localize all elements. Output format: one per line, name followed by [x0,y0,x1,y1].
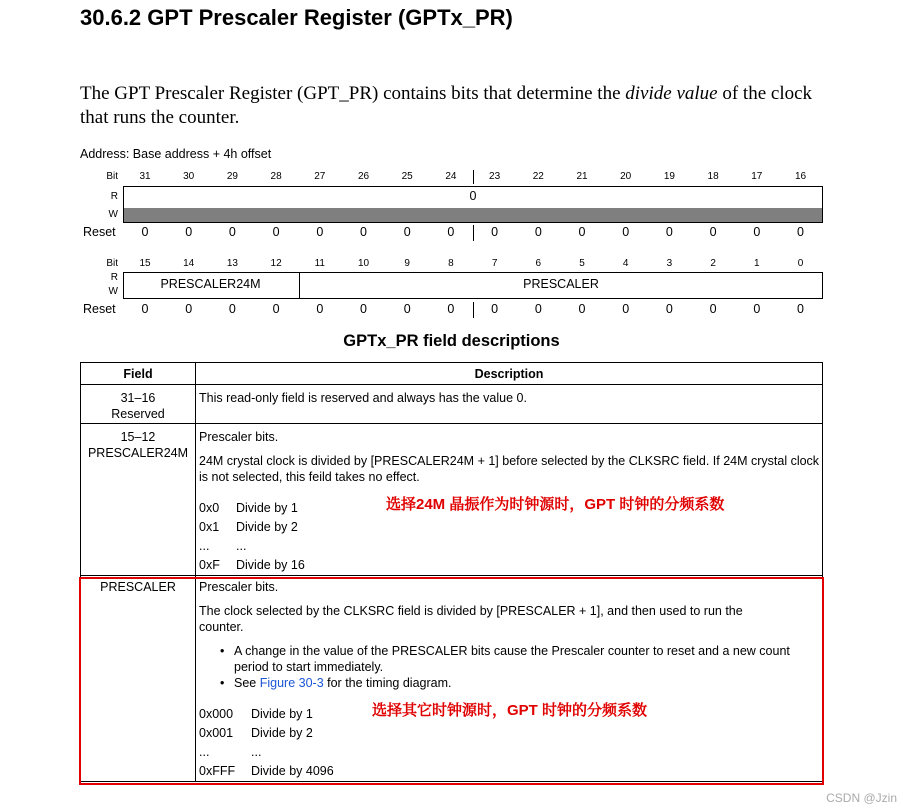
bit-number: 6 [535,258,542,269]
bit-number: 21 [576,171,588,182]
r-label: R [110,191,118,202]
bit-label-lower: Bit [106,258,118,269]
bit-number: 28 [270,171,282,182]
field-header: Field [81,363,196,385]
bit-number: 31 [139,171,151,182]
reset-value: 0 [272,302,280,316]
bit-divider [473,170,474,184]
bit-label: Bit [106,171,118,182]
reset-value: 0 [141,302,149,316]
intro-paragraph: The GPT Prescaler Register (GPT_PR) contains bits that determine the divide value of the clock that runs the counter. [80,83,813,128]
field-name: PRESCALER [100,580,176,594]
section-heading: 30.6.2 GPT Prescaler Register (GPTx_PR) [80,5,513,30]
reset-value: 0 [141,225,149,239]
bit-number: 30 [183,171,195,182]
reset-value: 0 [709,225,717,239]
reset-value: 0 [622,302,630,316]
reset-value: 0 [403,225,411,239]
reserved-r-value: 0 [469,189,477,203]
reset-value: 0 [491,302,499,316]
bullet-item: • A change in the value of the PRESCALER bits cause the Prescaler counter to reset and a new count period to start immediately. [199,643,792,675]
reset-value: 0 [534,225,542,239]
reset-value: 0 [578,302,586,316]
reset-value: 0 [360,225,367,239]
bit-number: 7 [491,258,498,269]
reset-value: 0 [578,225,586,239]
r-label-lower: R [110,272,118,283]
bit-number: 18 [707,171,719,182]
bit-number: 0 [797,258,804,269]
reset-value: 0 [228,302,236,316]
field-title: Prescaler bits. [199,430,279,444]
bit-number: 27 [314,171,326,182]
bit-number: 15 [139,258,151,269]
field-description: 24M crystal clock is divided by [PRESCALER24M + 1] before selected by the CLKSRC field. If 24M crystal clock is not selected, this feild takes no effect. [199,454,820,484]
bit-number: 3 [666,258,673,269]
bit-number: 5 [579,258,585,269]
reset-divider-lower [473,302,474,318]
bit-number: 26 [357,171,370,182]
bit-number: 9 [404,258,410,269]
bit-number: 25 [401,171,413,182]
figure-link[interactable]: Figure 30-3 [259,676,324,690]
reset-value: 0 [797,225,804,239]
table-caption: GPTx_PR field descriptions [343,332,560,350]
reset-value: 0 [228,225,236,239]
field-description: This read-only field is reserved and always has the value 0. [199,391,527,405]
bit-number: 16 [794,171,807,182]
reset-value: 0 [491,225,499,239]
description-header: Description [196,363,823,385]
annotation-note: 选择24M 晶振作为时钟源时，GPT 时钟的分频系数 [386,496,725,513]
prescaler24m-field: PRESCALER24M [160,277,261,291]
reset-value: 0 [272,225,280,239]
reset-divider [473,225,474,241]
bit-number: 12 [270,258,282,269]
bit-number: 17 [751,171,763,182]
bit-number: 11 [314,258,325,269]
reset-value: 0 [447,302,455,316]
field-description: The clock selected by the CLKSRC field is divided by [PRESCALER + 1], and then used to run the counter. [199,604,743,634]
write-shade [124,208,822,222]
reset-value: 0 [753,225,761,239]
bit-number: 10 [357,258,370,269]
bullet-item: • See Figure 30-3 for the timing diagram. [199,675,792,691]
bit-number: 22 [532,171,544,182]
reset-value: 0 [403,302,411,316]
reset-value: 0 [797,302,804,316]
reset-value: 0 [622,225,630,239]
annotation-note: 选择其它时钟源时，GPT 时钟的分频系数 [372,702,648,719]
reset-label: Reset [83,225,116,239]
field-bits: 31–16 [120,391,156,405]
reset-value: 0 [360,302,367,316]
table-row [81,424,823,576]
bit-number: 24 [445,171,457,182]
bit-number: 23 [489,171,501,182]
w-label-lower: W [108,286,118,297]
reset-value: 0 [534,302,542,316]
description-cell [196,385,823,424]
field-name: PRESCALER24M [87,446,189,460]
reset-value: 0 [665,302,673,316]
bit-number: 13 [226,258,238,269]
prescaler-field: PRESCALER [523,277,599,291]
table-header-row [81,363,823,385]
reset-value: 0 [185,225,193,239]
value-list: 0x0 Divide by 1 0x1 Divide by 2 ... ... 0xF Divide by 16 选择24M 晶振作为时钟源时，GPT 时钟的分频系数 [199,496,725,572]
watermark: CSDN @Jzin [826,791,897,805]
value-list: 0x000 Divide by 1 0x001 Divide by 2 ... ... 0xFFF Divide by 4096 选择其它时钟源时，GPT 时钟的分频系数 [199,702,648,778]
reset-value: 0 [753,302,761,316]
bit-number: 1 [754,258,760,269]
reset-value: 0 [316,302,324,316]
bit-number: 14 [183,258,195,269]
bit-number: 2 [710,258,716,269]
field-bits: 15–12 [120,430,156,444]
reset-value: 0 [447,225,455,239]
bit-number: 4 [622,258,629,269]
bit-number: 29 [226,171,238,182]
w-label: W [108,209,118,220]
bit-number: 20 [620,171,632,182]
field-cell [81,385,196,424]
bit-number: 8 [448,258,454,269]
table-row [81,385,823,424]
reset-value: 0 [665,225,673,239]
description-cell [196,424,823,576]
field-title: Prescaler bits. [199,580,279,594]
bit-number: 19 [663,171,675,182]
address-line: Address: Base address + 4h offset [80,147,272,161]
reset-value: 0 [316,225,324,239]
reset-label-lower: Reset [83,302,116,316]
field-name: Reserved [111,407,165,421]
reset-value: 0 [185,302,193,316]
highlight-box [79,577,824,785]
field-cell [81,424,196,576]
reset-value: 0 [709,302,717,316]
